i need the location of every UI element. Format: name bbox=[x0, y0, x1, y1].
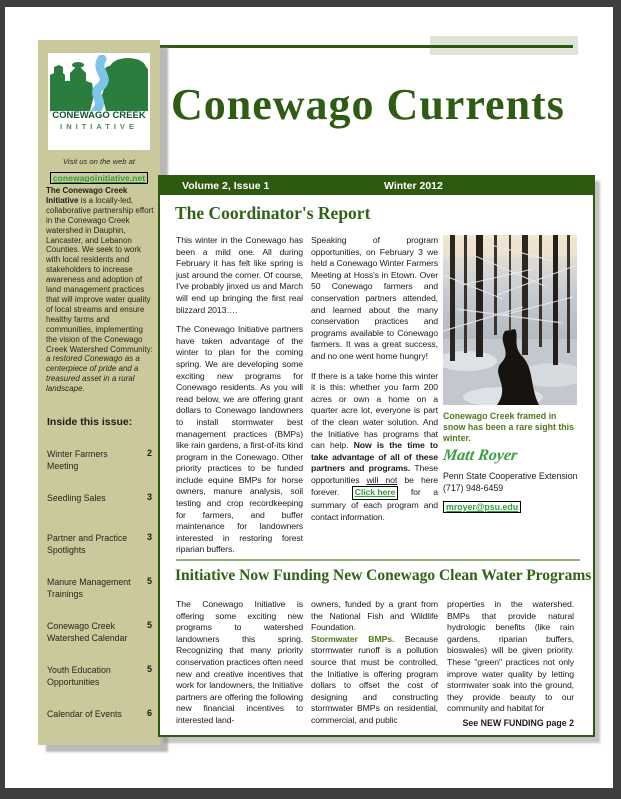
logo-wordmark: CONEWAGO CREEK bbox=[52, 110, 146, 121]
article2-column1: The Conewago Initiative is offering some exciting new programs to watershed landowners this spring. Recognizing that many priority conservation practices often need new and creative incentives that work for landowners, the Initiative partners are offering the following new financial incentives to interested land- bbox=[176, 599, 303, 725]
article1-headline: The Coordinator's Report bbox=[175, 203, 371, 223]
toc-item-youth-education: Youth Education Opportunities 5 bbox=[47, 664, 152, 687]
header-rule bbox=[157, 45, 573, 48]
article1-column1: This winter in the Conewago has been a mild one. All during February it has felt like spring is just around the corner. Of course, I've probably jinxed us and March will end up bringing the first real blizzard 2013…. The Conewago Initiative partners have taken advantage of the winter to plan for the coming spring. We are developing some exciting new programs for Conewago residents. As you will read below, we are offering grant dollars to Conewago landowners to install stormwater best management practices (BMPs) like rain gardens, a first-of-its kind program in the Conewago. Other priority practices to be funded include equine BMPs for horse owners, manure analysis, soil testing and crop recordkeeping for farmers, and buffer maintenance for landowners interested in restoring forest riparian buffers. bbox=[176, 235, 303, 555]
toc-item-seedling-sales: Seedling Sales 3 bbox=[47, 492, 152, 503]
about-lead-in: The Conewago Creek Initiative bbox=[46, 186, 128, 205]
table-of-contents bbox=[47, 448, 152, 740]
email-link[interactable]: mroyer@psu.edu bbox=[443, 501, 521, 513]
vision-statement: a restored Conewago as a centerpiece of pride and a treasured asset in a rural landscape. bbox=[46, 354, 140, 394]
article2-headline: Initiative Now Funding New Conewago Clean Water Programs bbox=[175, 567, 592, 584]
winter-creek-image bbox=[443, 235, 577, 405]
photo-caption: Conewago Creek framed in snow has been a rare sight this winter. bbox=[443, 411, 575, 443]
website-label: Visit us on the web at bbox=[62, 157, 136, 166]
toc-item-calendar-of-events: Calendar of Events 6 bbox=[47, 708, 152, 719]
continued-on-page-note: See NEW FUNDING page 2 bbox=[462, 718, 574, 728]
main-content-box bbox=[158, 175, 595, 737]
website-link[interactable]: conewagoinitiative.net bbox=[50, 172, 148, 184]
logo-subtitle: INITIATIVE bbox=[60, 122, 138, 131]
toc-item-partner-spotlights: Partner and Practice Spotlights 3 bbox=[47, 532, 152, 555]
article1-column2: Speaking of program opportunities, on February 3 we held a Conewago Winter Farmers Meeting at Hoss's in Etown. Over 50 Conewago farmers and conservation partners attended, and learned about the many conservation practices and programs available to Conewago farmers. It was a great success, and no one went home hungry! If there is a take home this winter it is this: whether you farm 200 acres or own a home on a quarter acre lot, everyone is part of the clean water solution. And the Initiative has programs that can help. Now is the time to take advantage of all of these partners and programs. These opportunities will not be here forever. Click here for a summary of each program and contact information. bbox=[311, 235, 438, 522]
signature-phone: (717) 948-6459 bbox=[443, 483, 504, 493]
about-paragraph: The Conewago Creek Initiative is a locally-led, collaborative partnership effort in the Conewago Creek watershed in Dauphin, Lancaster, and Lebanon Counties. We seek to work with local residents and stakeholders to increase awareness and adoption of land management practices that will improve water quality of local streams and ensure healthy farms and communities, implementing the vision of the Conewago Creek Watershed Community: a restored Conewago as a centerpiece of pride and a treasured asset in a rural landscape. bbox=[46, 186, 154, 394]
toc-item-manure-trainings: Manure Management Trainings 5 bbox=[47, 576, 152, 599]
stormwater-bmps-lead: Stormwater BMPs. bbox=[311, 633, 395, 644]
click-here-link[interactable]: Click here bbox=[352, 486, 399, 500]
season-label: Winter 2012 bbox=[384, 180, 443, 192]
toc-item-watershed-calendar: Conewago Creek Watershed Calendar 5 bbox=[47, 620, 152, 643]
newsletter-title: Conewago Currents bbox=[171, 80, 565, 129]
toc-title: Inside this issue: bbox=[47, 416, 133, 428]
volume-label: Volume 2, Issue 1 bbox=[182, 180, 270, 192]
sidebar bbox=[38, 40, 160, 745]
section-divider bbox=[176, 559, 580, 561]
conewago-creek-logo bbox=[48, 53, 150, 150]
signature-org: Penn State Cooperative Extension bbox=[443, 471, 578, 481]
signature: Matt Royer bbox=[441, 447, 519, 464]
article2-column2: owners, funded by a grant from the National Fish and Wildlife Foundation. Stormwater BMPs. Because stormwater runoff is a pollution source that must be controlled, the Initiative is offering program dollars to offset the cost of designing and constructing stormwater BMPs on residential, commercial, and public bbox=[311, 599, 438, 725]
newsletter-page bbox=[5, 7, 613, 788]
creek-photo bbox=[443, 235, 577, 405]
issue-bar bbox=[160, 177, 593, 195]
article2-column3: properties in the watershed. BMPs that provide natural hydrologic benefits (like rain gardens, riparian buffers, bioswales) will be given priority. These "green" practices not only improve water quality by letting stormwater soak into the ground, they provide beauty to our community and habitat for bbox=[447, 599, 574, 714]
logo-illustration-icon bbox=[50, 55, 148, 111]
toc-item-winter-farmers: Winter Farmers Meeting 2 bbox=[47, 448, 152, 471]
